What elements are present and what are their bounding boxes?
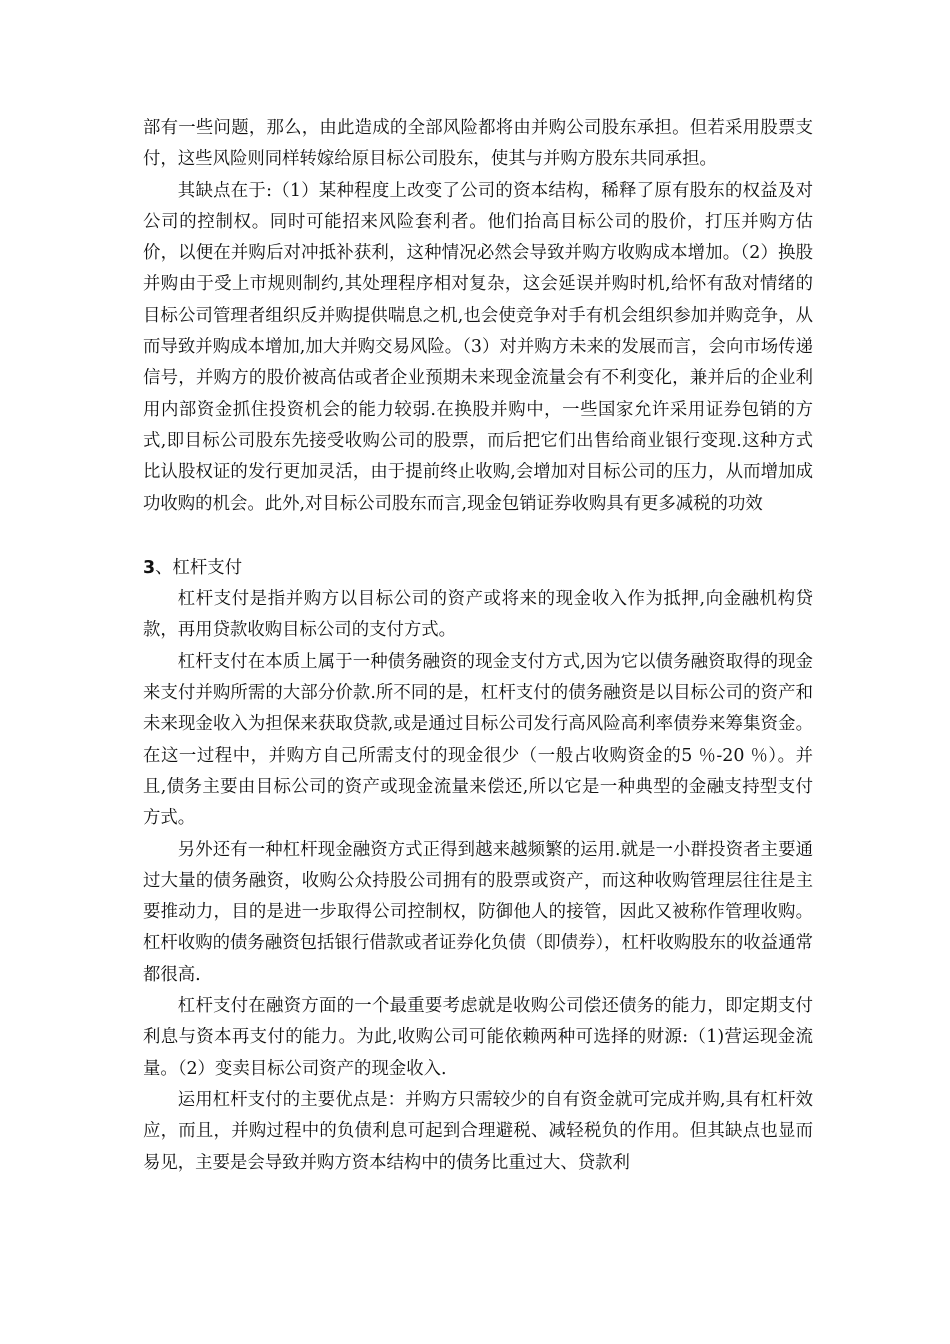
- paragraph-continuation: 部有一些问题，那么，由此造成的全部风险都将由并购公司股东承担。但若采用股票支付，这些风险则同样转嫁给原目标公司股东，使其与并购方股东共同承担。: [143, 118, 813, 170]
- section-heading: [143, 553, 813, 584]
- section-title: 杠杆支付: [172, 557, 243, 578]
- section-spacer: [143, 520, 813, 553]
- section-separator: 、: [155, 557, 173, 578]
- paragraph-advantages: 运用杠杆支付的主要优点是：并购方只需较少的自有资金就可完成并购,具有杠杆效应，而且，并购过程中的负债利息可起到合理避税、减轻税负的作用。但其缺点也显而易见，主要是会导致并购方资本结构中的债务比重过大、贷款利: [143, 1089, 813, 1173]
- paragraph-management-buyout: 另外还有一种杠杆现金融资方式正得到越来越频繁的运用.就是一小群投资者主要通过大量的债务融资，收购公众持股公司拥有的股票或资产，而这种收购管理层往往是主要推动力，目的是进一步取得公司控制权，防御他人的接管，因此又被称作管理收购。杠杆收购的债务融资包括银行借款或者证券化负债（即债券），杠杆收购股东的收益通常都很高.: [143, 839, 813, 985]
- paragraph-nature: 杠杆支付在本质上属于一种债务融资的现金支付方式,因为它以债务融资取得的现金来支付并购所需的大部分价款.所不同的是，杠杆支付的债务融资是以目标公司的资产和未来现金收入为担保来获取贷款,或是通过目标公司发行高风险高利率债券来筹集资金。在这一过程中，并购方自己所需支付的现金很少（一般占收购资金的5 ％-20 ％）。并且,债务主要由目标公司的资产或现金流量来偿还,所以它是一种典型的金融支持型支付方式。: [143, 651, 813, 829]
- paragraph-repayment: 杠杆支付在融资方面的一个最重要考虑就是收购公司偿还债务的能力，即定期支付利息与资本再支付的能力。为此,收购公司可能依赖两种可选择的财源:（1)营运现金流量。（2）变卖目标公司资产的现金收入.: [143, 996, 813, 1079]
- paragraph-disadvantages: 其缺点在于:（1）某种程度上改变了公司的资本结构，稀释了原有股东的权益及对公司的控制权。同时可能招来风险套利者。他们抬高目标公司的股价，打压并购方估价，以便在并购后对冲抵补获利，这种情况必然会导致并购方收购成本增加。（2）换股并购由于受上市规则制约,其处理程序相对复杂，这会延误并购时机,给怀有敌对情绪的目标公司管理者组织反并购提供喘息之机,也会使竞争对手有机会组织参加并购竞争，从而导致并购成本增加,加大并购交易风险。（3）对并购方未来的发展而言，会向市场传递信号，并购方的股价被高估或者企业预期未来现金流量会有不利变化，兼并后的企业利用内部资金抓住投资机会的能力较弱.在换股并购中，一些国家允许采用证券包销的方式,即目标公司股东先接受收购公司的股票，而后把它们出售给商业银行变现.这种方式比认股权证的发行更加灵活，由于提前终止收购,会增加对目标公司的压力，从而增加成功收购的机会。此外,对目标公司股东而言,现金包销证券收购具有更多减税的功效: [143, 180, 813, 514]
- section-number: 3: [143, 557, 156, 578]
- document-body: [143, 113, 813, 1179]
- paragraph-definition: 杠杆支付是指并购方以目标公司的资产或将来的现金收入作为抵押,向金融机构贷款，再用贷款收购目标公司的支付方式。: [143, 589, 813, 641]
